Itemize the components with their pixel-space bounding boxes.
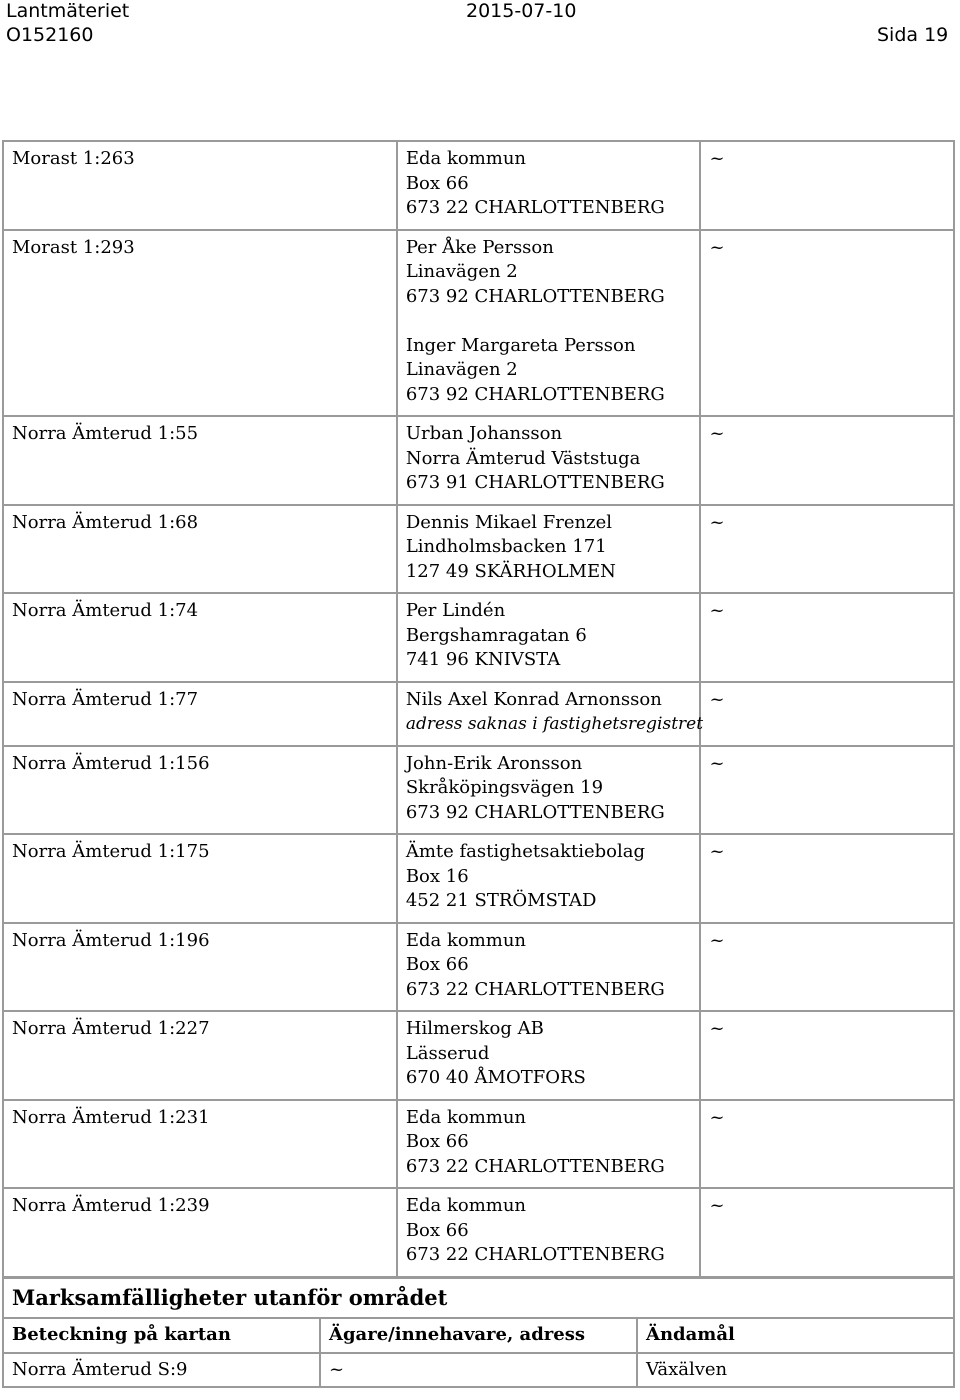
owner-cell [397,923,701,1012]
address-line: Box 16 [405,865,469,887]
table-row [3,746,954,835]
property-designation: Norra Ämterud 1:74 [3,593,397,682]
table-row [3,416,954,505]
purpose-cell: ~ [700,834,954,923]
owner-cell [397,230,701,417]
address-line: John-Erik Aronsson [405,752,583,774]
address-line: Lindholmsbacken 171 [405,536,607,557]
table-row [3,1011,954,1100]
owner-block [406,688,692,713]
owner-cell [397,505,701,594]
address-line: Inger Margareta Persson [405,334,636,356]
address-line: Per Åke Persson [405,236,554,258]
address-line: Norra Ämterud Väststuga [405,447,641,469]
owner-block [406,511,692,585]
address-line: Skråköpingsvägen 19 [405,777,604,798]
address-line: Nils Axel Konrad Arnonsson [405,688,662,710]
owner-block [406,334,692,408]
purpose-cell: ~ [700,1011,954,1100]
owner-block [406,929,692,1003]
address-line: Linavägen 2 [405,261,518,282]
column-header: Beteckning på kartan [3,1318,320,1353]
table-row [3,1100,954,1189]
purpose-cell: ~ [700,593,954,682]
table-row [3,505,954,594]
address-line: Box 66 [405,1219,469,1241]
address-line: 741 96 KNIVSTA [405,649,561,670]
address-line: Eda kommun [405,1106,527,1128]
purpose-cell: ~ [700,505,954,594]
table-row [3,1353,954,1388]
owner-cell [397,834,701,923]
property-designation: Norra Ämterud 1:239 [3,1188,397,1277]
owner-cell [397,1011,701,1100]
owner-cell [397,593,701,682]
column-header: Ändamål [637,1318,954,1353]
address-line: Eda kommun [405,148,527,169]
table-row [3,923,954,1012]
address-line: 673 91 CHARLOTTENBERG [405,472,665,493]
address-line: Hilmerskog AB [405,1018,544,1039]
column-header-row [3,1318,954,1353]
page-number: Sida 19 [877,24,949,46]
property-designation: Norra Ämterud 1:55 [3,416,397,505]
property-designation: Norra Ämterud 1:68 [3,505,397,594]
table-row [3,834,954,923]
address-line: Box 66 [405,1131,469,1152]
owner-block [406,840,692,914]
purpose-cell: ~ [700,923,954,1012]
property-designation: Norra Ämterud 1:77 [3,682,397,746]
address-line: 673 92 CHARLOTTENBERG [405,801,665,823]
owner-cell [397,682,704,746]
property-designation: Norra Ämterud 1:196 [3,923,397,1012]
property-owners-table [2,140,955,1278]
table-row [3,141,954,230]
owner-cell [397,141,701,230]
address-line: Linavägen 2 [405,359,518,380]
owner-cell [397,1188,701,1277]
owner-block [406,1194,692,1268]
address-line: Dennis Mikael Frenzel [405,511,613,533]
address-line: Box 66 [405,172,469,194]
owner-block [406,599,692,673]
purpose-cell: ~ [700,416,954,505]
address-line: Ämte fastighetsaktiebolag [405,841,646,862]
joint-properties-table [2,1277,955,1388]
address-line: Lässerud [405,1042,490,1064]
owner-block [406,1017,692,1091]
document-id: O152160 [6,24,94,46]
address-line: Eda kommun [405,929,527,951]
owner-cell [397,416,701,505]
address-missing-note: adress saknas i fastighetsregistret [405,714,704,734]
address-line: 673 22 CHARLOTTENBERG [405,1244,665,1265]
purpose-cell: ~ [700,746,954,835]
owner-cell: ~ [320,1353,637,1388]
address-line: 673 22 CHARLOTTENBERG [405,197,665,218]
address-line: Per Lindén [405,600,506,621]
column-header: Ägare/innehavare, adress [320,1318,637,1353]
owner-cell [397,746,701,835]
address-line: Eda kommun [405,1195,527,1216]
address-line: 673 22 CHARLOTTENBERG [405,1155,665,1177]
address-line: 670 40 ÅMOTFORS [405,1067,586,1088]
org-name: Lantmäteriet [6,0,130,22]
purpose-cell: ~ [700,682,954,746]
address-line: 673 22 CHARLOTTENBERG [405,978,665,1000]
purpose-cell: ~ [700,1188,954,1277]
address-line: 452 21 STRÖMSTAD [405,890,597,911]
table-row [3,1188,954,1277]
owner-block [406,147,692,221]
property-designation: Norra Ämterud 1:231 [3,1100,397,1189]
purpose-cell: ~ [700,1100,954,1189]
purpose-cell: ~ [700,141,954,230]
owner-block [406,422,692,496]
property-designation: Norra Ämterud S:9 [3,1353,320,1388]
address-line: Box 66 [405,954,469,975]
owner-block [406,752,692,826]
document-date: 2015-07-10 [466,0,577,22]
table-row [3,682,954,746]
property-designation: Norra Ämterud 1:156 [3,746,397,835]
address-line: 673 92 CHARLOTTENBERG [405,285,665,307]
property-designation: Norra Ämterud 1:175 [3,834,397,923]
section-title: Marksamfälligheter utanför området [3,1278,954,1318]
owner-block [406,236,692,310]
owner-block [406,1106,692,1180]
owner-cell [397,1100,701,1189]
property-designation: Morast 1:293 [3,230,397,417]
table-row [3,593,954,682]
purpose-cell: ~ [700,230,954,417]
property-designation: Morast 1:263 [3,141,397,230]
address-line: 127 49 SKÄRHOLMEN [405,560,616,582]
table-row [3,230,954,417]
address-line: Bergshamragatan 6 [405,624,587,646]
property-designation: Norra Ämterud 1:227 [3,1011,397,1100]
address-line: 673 92 CHARLOTTENBERG [405,383,665,405]
address-line: Urban Johansson [405,423,563,444]
purpose-cell: Växälven [637,1353,954,1388]
